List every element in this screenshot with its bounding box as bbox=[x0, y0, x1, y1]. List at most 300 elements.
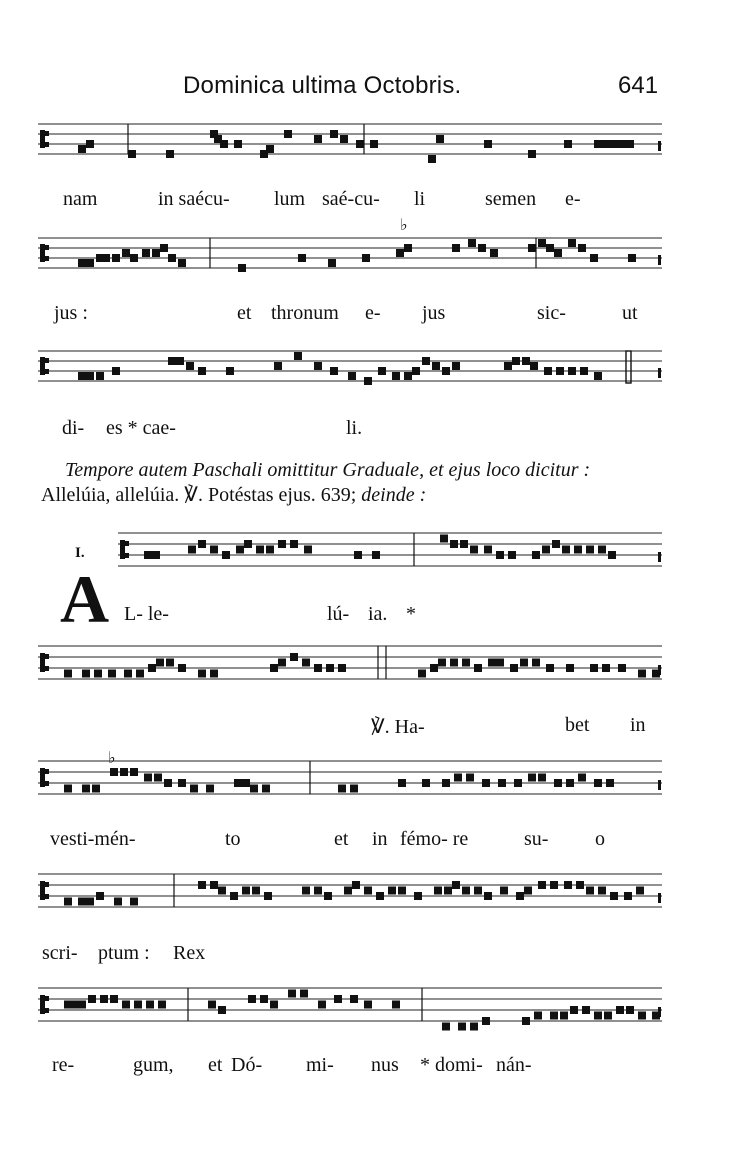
square-neume-icon bbox=[86, 140, 94, 148]
square-neume-icon bbox=[586, 887, 594, 895]
square-neume-icon bbox=[252, 887, 260, 895]
square-neume-icon bbox=[136, 670, 144, 678]
lyric-syllable: su- bbox=[524, 828, 549, 850]
square-neume-icon bbox=[580, 367, 588, 375]
square-neume-icon bbox=[350, 995, 358, 1003]
square-neume-icon bbox=[122, 1001, 130, 1009]
do-clef-icon bbox=[120, 540, 125, 559]
square-neume-icon bbox=[208, 1001, 216, 1009]
square-neume-icon bbox=[560, 1012, 568, 1020]
square-neume-icon bbox=[124, 670, 132, 678]
square-neume-icon bbox=[364, 1001, 372, 1009]
square-neume-icon bbox=[168, 254, 176, 262]
lyric-syllable: ut bbox=[622, 302, 638, 324]
lyric-syllable: o bbox=[595, 828, 605, 850]
square-neume-icon bbox=[590, 254, 598, 262]
square-neume-icon bbox=[546, 244, 554, 252]
square-neume-icon bbox=[130, 254, 138, 262]
square-neume-icon bbox=[610, 892, 618, 900]
lyric-syllable: * domi- bbox=[420, 1054, 483, 1076]
lyric-syllable: semen bbox=[485, 188, 537, 210]
square-neume-icon bbox=[238, 264, 246, 272]
square-neume-icon bbox=[210, 546, 218, 554]
square-neume-icon bbox=[444, 887, 452, 895]
square-neume-icon bbox=[574, 546, 582, 554]
rubric-text-italic: deinde : bbox=[361, 484, 427, 506]
square-neume-icon bbox=[290, 653, 298, 661]
square-neume-icon bbox=[430, 664, 438, 672]
lyric-syllable: et bbox=[208, 1054, 223, 1076]
final-double-bar bbox=[626, 351, 631, 383]
do-clef-icon bbox=[45, 142, 49, 147]
square-neume-icon bbox=[314, 362, 322, 370]
square-neume-icon bbox=[176, 357, 184, 365]
square-neume-icon bbox=[412, 367, 420, 375]
square-neume-icon bbox=[148, 664, 156, 672]
square-neume-icon bbox=[324, 892, 332, 900]
square-neume-icon bbox=[120, 768, 128, 776]
square-neume-icon bbox=[168, 357, 176, 365]
square-neume-icon bbox=[230, 892, 238, 900]
custos-icon bbox=[658, 780, 661, 790]
square-neume-icon bbox=[616, 1006, 624, 1014]
square-neume-icon bbox=[302, 659, 310, 667]
mode-number: I. bbox=[75, 545, 85, 561]
square-neume-icon bbox=[198, 367, 206, 375]
square-neume-icon bbox=[178, 779, 186, 787]
square-neume-icon bbox=[318, 1001, 326, 1009]
square-neume-icon bbox=[594, 372, 602, 380]
square-neume-icon bbox=[128, 150, 136, 158]
square-neume-icon bbox=[556, 367, 564, 375]
lyric-syllable: es * cae- bbox=[106, 417, 176, 439]
square-neume-icon bbox=[110, 768, 118, 776]
square-neume-icon bbox=[482, 1017, 490, 1025]
square-neume-icon bbox=[434, 887, 442, 895]
square-neume-icon bbox=[512, 357, 520, 365]
chant-staff-7 bbox=[38, 868, 662, 928]
square-neume-icon bbox=[356, 140, 364, 148]
square-neume-icon bbox=[582, 1006, 590, 1014]
square-neume-icon bbox=[594, 1012, 602, 1020]
square-neume-icon bbox=[64, 785, 72, 793]
square-neume-icon bbox=[304, 546, 312, 554]
square-neume-icon bbox=[462, 887, 470, 895]
square-neume-icon bbox=[594, 140, 602, 148]
square-neume-icon bbox=[568, 239, 576, 247]
square-neume-icon bbox=[452, 362, 460, 370]
custos-icon bbox=[658, 893, 661, 903]
square-neume-icon bbox=[520, 659, 528, 667]
square-neume-icon bbox=[350, 785, 358, 793]
drop-initial: A bbox=[60, 561, 110, 637]
square-neume-icon bbox=[262, 785, 270, 793]
flat-icon: ♭ bbox=[108, 748, 116, 767]
square-neume-icon bbox=[638, 1012, 646, 1020]
custos-icon bbox=[658, 141, 661, 151]
square-neume-icon bbox=[436, 135, 444, 143]
square-neume-icon bbox=[266, 145, 274, 153]
square-neume-icon bbox=[294, 352, 302, 360]
square-neume-icon bbox=[144, 774, 152, 782]
do-clef-icon bbox=[40, 881, 45, 900]
square-neume-icon bbox=[108, 670, 116, 678]
square-neume-icon bbox=[528, 150, 536, 158]
square-neume-icon bbox=[114, 898, 122, 906]
square-neume-icon bbox=[270, 664, 278, 672]
square-neume-icon bbox=[510, 664, 518, 672]
square-neume-icon bbox=[338, 664, 346, 672]
lyric-syllable: fémo- re bbox=[400, 828, 469, 850]
square-neume-icon bbox=[88, 995, 96, 1003]
lyric-syllable: ia. bbox=[368, 603, 388, 625]
page-number: 641 bbox=[618, 72, 659, 99]
square-neume-icon bbox=[78, 1001, 86, 1009]
lyric-syllable: et bbox=[334, 828, 349, 850]
square-neume-icon bbox=[474, 887, 482, 895]
custos-icon bbox=[658, 552, 661, 562]
do-clef-icon bbox=[45, 882, 49, 887]
square-neume-icon bbox=[64, 1001, 72, 1009]
square-neume-icon bbox=[86, 898, 94, 906]
lyric-syllable: in bbox=[372, 828, 388, 850]
lyric-syllable: nam bbox=[63, 188, 98, 210]
rubric-text-line bbox=[41, 482, 426, 507]
square-neume-icon bbox=[554, 249, 562, 257]
square-neume-icon bbox=[372, 551, 380, 559]
square-neume-icon bbox=[598, 887, 606, 895]
do-clef-icon bbox=[45, 131, 49, 136]
square-neume-icon bbox=[82, 670, 90, 678]
square-neume-icon bbox=[450, 540, 458, 548]
lyric-syllable: lú- bbox=[327, 603, 350, 625]
square-neume-icon bbox=[284, 130, 292, 138]
square-neume-icon bbox=[440, 535, 448, 543]
square-neume-icon bbox=[442, 779, 450, 787]
square-neume-icon bbox=[190, 785, 198, 793]
square-neume-icon bbox=[404, 244, 412, 252]
square-neume-icon bbox=[636, 887, 644, 895]
square-neume-icon bbox=[164, 779, 172, 787]
square-neume-icon bbox=[474, 664, 482, 672]
chant-staff-6 bbox=[38, 748, 662, 815]
square-neume-icon bbox=[488, 659, 496, 667]
lyric-syllable: mi- bbox=[306, 1054, 334, 1076]
square-neume-icon bbox=[338, 785, 346, 793]
square-neume-icon bbox=[236, 546, 244, 554]
square-neume-icon bbox=[532, 551, 540, 559]
square-neume-icon bbox=[450, 659, 458, 667]
lyric-syllable: jus : bbox=[54, 302, 88, 324]
do-clef-icon bbox=[40, 768, 45, 787]
square-neume-icon bbox=[226, 367, 234, 375]
lyric-syllable: ℣. Ha- bbox=[371, 716, 425, 738]
square-neume-icon bbox=[376, 892, 384, 900]
lyric-syllable: in bbox=[630, 714, 646, 736]
square-neume-icon bbox=[442, 1023, 450, 1031]
lyric-syllable: bet bbox=[565, 714, 590, 736]
square-neume-icon bbox=[64, 898, 72, 906]
square-neume-icon bbox=[618, 140, 626, 148]
custos-icon bbox=[658, 1007, 661, 1017]
square-neume-icon bbox=[326, 664, 334, 672]
square-neume-icon bbox=[178, 259, 186, 267]
square-neume-icon bbox=[566, 664, 574, 672]
square-neume-icon bbox=[370, 140, 378, 148]
chant-staff-5 bbox=[38, 640, 662, 700]
square-neume-icon bbox=[270, 1001, 278, 1009]
square-neume-icon bbox=[564, 140, 572, 148]
square-neume-icon bbox=[256, 546, 264, 554]
do-clef-icon bbox=[45, 245, 49, 250]
chant-staff-8 bbox=[38, 982, 662, 1047]
square-neume-icon bbox=[328, 259, 336, 267]
square-neume-icon bbox=[96, 892, 104, 900]
square-neume-icon bbox=[348, 372, 356, 380]
lyric-syllable: saé-cu- bbox=[322, 188, 380, 210]
square-neume-icon bbox=[404, 372, 412, 380]
square-neume-icon bbox=[100, 995, 108, 1003]
square-neume-icon bbox=[496, 659, 504, 667]
square-neume-icon bbox=[300, 990, 308, 998]
square-neume-icon bbox=[166, 659, 174, 667]
do-clef-icon bbox=[40, 244, 45, 262]
square-neume-icon bbox=[290, 540, 298, 548]
square-neume-icon bbox=[110, 995, 118, 1003]
lyric-syllable: lum bbox=[274, 188, 306, 210]
square-neume-icon bbox=[206, 785, 214, 793]
square-neume-icon bbox=[530, 362, 538, 370]
square-neume-icon bbox=[564, 881, 572, 889]
square-neume-icon bbox=[178, 664, 186, 672]
do-clef-icon bbox=[40, 130, 45, 148]
chant-staff-4 bbox=[118, 527, 662, 587]
square-neume-icon bbox=[392, 372, 400, 380]
do-clef-icon bbox=[40, 995, 45, 1014]
custos-icon bbox=[658, 255, 661, 265]
square-neume-icon bbox=[218, 1006, 226, 1014]
square-neume-icon bbox=[598, 546, 606, 554]
square-neume-icon bbox=[478, 244, 486, 252]
square-neume-icon bbox=[156, 659, 164, 667]
square-neume-icon bbox=[314, 887, 322, 895]
square-neume-icon bbox=[550, 1012, 558, 1020]
square-neume-icon bbox=[414, 892, 422, 900]
square-neume-icon bbox=[534, 1012, 542, 1020]
square-neume-icon bbox=[462, 659, 470, 667]
lyric-syllable: Rex bbox=[173, 942, 206, 964]
square-neume-icon bbox=[244, 540, 252, 548]
do-clef-icon bbox=[125, 553, 129, 558]
square-neume-icon bbox=[278, 659, 286, 667]
square-neume-icon bbox=[250, 785, 258, 793]
square-neume-icon bbox=[146, 1001, 154, 1009]
square-neume-icon bbox=[364, 887, 372, 895]
square-neume-icon bbox=[442, 367, 450, 375]
square-neume-icon bbox=[496, 551, 504, 559]
square-neume-icon bbox=[538, 239, 546, 247]
do-clef-icon bbox=[45, 358, 49, 363]
square-neume-icon bbox=[568, 367, 576, 375]
square-neume-icon bbox=[460, 540, 468, 548]
lyric-syllable: li. bbox=[346, 417, 363, 439]
square-neume-icon bbox=[112, 367, 120, 375]
square-neume-icon bbox=[586, 546, 594, 554]
square-neume-icon bbox=[528, 774, 536, 782]
square-neume-icon bbox=[234, 140, 242, 148]
square-neume-icon bbox=[344, 887, 352, 895]
square-neume-icon bbox=[158, 1001, 166, 1009]
custos-icon bbox=[658, 665, 661, 675]
square-neume-icon bbox=[78, 372, 86, 380]
do-clef-icon bbox=[45, 256, 49, 261]
square-neume-icon bbox=[618, 664, 626, 672]
lyric-syllable: e- bbox=[565, 188, 581, 210]
square-neume-icon bbox=[298, 254, 306, 262]
square-neume-icon bbox=[364, 377, 372, 385]
do-clef-icon bbox=[45, 654, 49, 659]
lyric-syllable: vesti-mén- bbox=[50, 828, 136, 850]
do-clef-icon bbox=[40, 653, 45, 672]
do-clef-icon bbox=[45, 769, 49, 774]
lyric-syllable: thronum bbox=[271, 302, 339, 324]
square-neume-icon bbox=[626, 1006, 634, 1014]
square-neume-icon bbox=[566, 779, 574, 787]
lyric-syllable: gum, bbox=[133, 1054, 174, 1076]
square-neume-icon bbox=[554, 779, 562, 787]
square-neume-icon bbox=[550, 881, 558, 889]
square-neume-icon bbox=[142, 249, 150, 257]
square-neume-icon bbox=[330, 130, 338, 138]
lyric-syllable: re- bbox=[52, 1054, 75, 1076]
square-neume-icon bbox=[362, 254, 370, 262]
square-neume-icon bbox=[484, 140, 492, 148]
lyric-syllable: e- bbox=[365, 302, 381, 324]
square-neume-icon bbox=[188, 546, 196, 554]
square-neume-icon bbox=[198, 540, 206, 548]
square-neume-icon bbox=[576, 881, 584, 889]
square-neume-icon bbox=[546, 664, 554, 672]
square-neume-icon bbox=[314, 664, 322, 672]
square-neume-icon bbox=[544, 367, 552, 375]
square-neume-icon bbox=[92, 785, 100, 793]
chant-staff-2 bbox=[38, 215, 662, 282]
square-neume-icon bbox=[610, 140, 618, 148]
square-neume-icon bbox=[482, 779, 490, 787]
square-neume-icon bbox=[388, 887, 396, 895]
square-neume-icon bbox=[484, 546, 492, 554]
square-neume-icon bbox=[418, 670, 426, 678]
square-neume-icon bbox=[220, 140, 228, 148]
square-neume-icon bbox=[578, 244, 586, 252]
custos-icon bbox=[658, 368, 661, 378]
square-neume-icon bbox=[578, 774, 586, 782]
square-neume-icon bbox=[152, 249, 160, 257]
square-neume-icon bbox=[352, 881, 360, 889]
square-neume-icon bbox=[78, 898, 86, 906]
square-neume-icon bbox=[454, 774, 462, 782]
square-neume-icon bbox=[458, 1023, 466, 1031]
square-neume-icon bbox=[302, 887, 310, 895]
chant-staff-3 bbox=[38, 345, 662, 400]
square-neume-icon bbox=[626, 140, 634, 148]
square-neume-icon bbox=[130, 768, 138, 776]
square-neume-icon bbox=[500, 887, 508, 895]
square-neume-icon bbox=[422, 357, 430, 365]
lyric-syllable: sic- bbox=[537, 302, 566, 324]
square-neume-icon bbox=[78, 145, 86, 153]
lyric-syllable: et bbox=[237, 302, 252, 324]
square-neume-icon bbox=[604, 1012, 612, 1020]
square-neume-icon bbox=[278, 540, 286, 548]
square-neume-icon bbox=[242, 887, 250, 895]
square-neume-icon bbox=[594, 779, 602, 787]
square-neume-icon bbox=[152, 551, 160, 559]
lyric-syllable: ptum : bbox=[98, 942, 150, 964]
square-neume-icon bbox=[538, 881, 546, 889]
square-neume-icon bbox=[428, 155, 436, 163]
flat-icon: ♭ bbox=[400, 215, 408, 234]
lyric-syllable: di- bbox=[62, 417, 85, 439]
square-neume-icon bbox=[130, 898, 138, 906]
lyric-syllable: in saécu- bbox=[158, 188, 230, 210]
square-neume-icon bbox=[504, 362, 512, 370]
lyric-syllable: jus bbox=[422, 302, 446, 324]
do-clef-icon bbox=[45, 1008, 49, 1013]
square-neume-icon bbox=[562, 546, 570, 554]
square-neume-icon bbox=[166, 150, 174, 158]
square-neume-icon bbox=[522, 1017, 530, 1025]
do-clef-icon bbox=[45, 894, 49, 899]
lyric-syllable: * bbox=[406, 603, 416, 625]
square-neume-icon bbox=[522, 357, 530, 365]
square-neume-icon bbox=[624, 892, 632, 900]
square-neume-icon bbox=[398, 779, 406, 787]
square-neume-icon bbox=[266, 546, 274, 554]
square-neume-icon bbox=[378, 367, 386, 375]
square-neume-icon bbox=[234, 779, 242, 787]
page-title: Dominica ultima Octobris. bbox=[183, 72, 462, 99]
square-neume-icon bbox=[334, 995, 342, 1003]
square-neume-icon bbox=[134, 1001, 142, 1009]
lyric-syllable: li bbox=[414, 188, 426, 210]
square-neume-icon bbox=[508, 551, 516, 559]
square-neume-icon bbox=[398, 887, 406, 895]
lyric-syllable: nán- bbox=[496, 1054, 532, 1076]
square-neume-icon bbox=[470, 546, 478, 554]
square-neume-icon bbox=[590, 664, 598, 672]
lyric-syllable: nus bbox=[371, 1054, 399, 1076]
square-neume-icon bbox=[82, 785, 90, 793]
square-neume-icon bbox=[186, 362, 194, 370]
square-neume-icon bbox=[532, 659, 540, 667]
square-neume-icon bbox=[354, 551, 362, 559]
square-neume-icon bbox=[314, 135, 322, 143]
square-neume-icon bbox=[628, 254, 636, 262]
square-neume-icon bbox=[498, 779, 506, 787]
square-neume-icon bbox=[288, 990, 296, 998]
square-neume-icon bbox=[602, 664, 610, 672]
square-neume-icon bbox=[452, 244, 460, 252]
square-neume-icon bbox=[248, 995, 256, 1003]
square-neume-icon bbox=[422, 779, 430, 787]
square-neume-icon bbox=[514, 779, 522, 787]
square-neume-icon bbox=[330, 367, 338, 375]
square-neume-icon bbox=[86, 259, 94, 267]
do-clef-icon bbox=[125, 541, 129, 546]
square-neume-icon bbox=[210, 670, 218, 678]
square-neume-icon bbox=[438, 659, 446, 667]
